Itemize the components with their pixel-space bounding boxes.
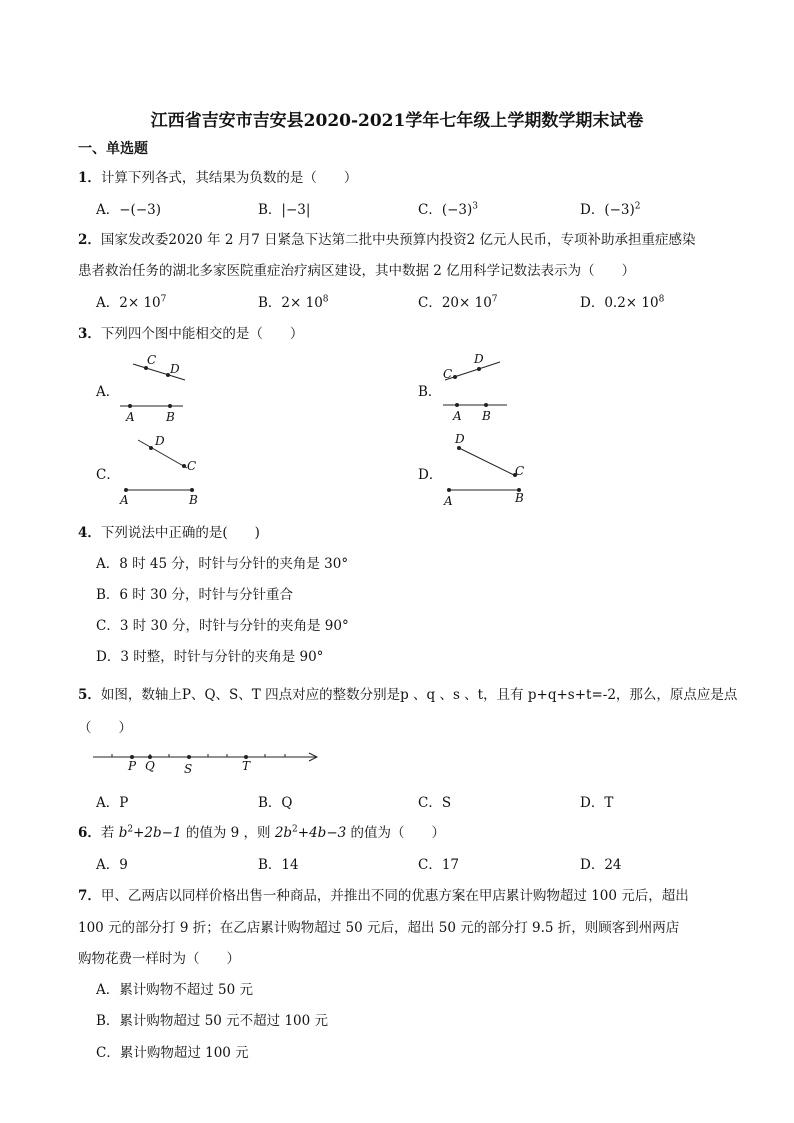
question-7-line-3: 购物花费一样时为（ ） (78, 951, 240, 967)
svg-text:C: C (187, 459, 197, 473)
q3-figure-a (115, 350, 195, 430)
svg-text:A: A (126, 410, 135, 424)
question-1-text: 计算下列各式，其结果为负数的是（ ） (100, 170, 358, 186)
question-3-text: 下列四个图中能相交的是（ ） (100, 326, 304, 342)
q4-option-a: A．8 时 45 分，时针与分针的夹角是 30° (96, 556, 349, 572)
question-5-line-2: （ ） (78, 720, 132, 736)
svg-text:D: D (474, 352, 484, 366)
q7-option-c: C．累计购物超过 100 元 (96, 1045, 249, 1061)
question-4-stem (78, 521, 260, 541)
question-7-number: 7． (78, 888, 101, 904)
q3-figure-c (115, 430, 205, 510)
svg-text:B: B (515, 491, 524, 505)
question-2-line-2: 患者救治任务的湖北多家医院重症治疗病区建设，其中数据 2 亿用科学记数法表示为（ ） (78, 263, 636, 279)
q6-option-d: D．24 (580, 857, 622, 873)
q1-option-c: C．$(-3)^3$ (418, 201, 478, 218)
q5-option-a: A．P (96, 795, 129, 811)
svg-text:C: C (443, 367, 453, 381)
q2-option-c: C．$20\times 10^7$ (418, 294, 498, 311)
q2-option-b: B．$2\times 10^8$ (258, 294, 329, 311)
q3-option-d-label: D． (418, 467, 443, 483)
question-2-stem (78, 228, 696, 248)
svg-text:T: T (242, 759, 251, 773)
q1-option-b: B．|−3| (258, 202, 311, 218)
question-2-line-1: 国家发改委2020 年 2 月7 日紧急下达第二批中央预算内投资2 亿元人民币，专项补助承担重症感染 (100, 232, 696, 248)
svg-text:D: D (170, 362, 180, 376)
q5-option-b: B．Q (258, 795, 293, 811)
svg-text:C: C (147, 353, 157, 367)
q4-option-b: B．6 时 30 分，时针与分针重合 (96, 587, 294, 603)
q3-figure-d (435, 430, 535, 510)
question-7-stem (78, 884, 689, 904)
question-4-number: 4． (78, 525, 101, 541)
svg-text:S: S (184, 762, 193, 776)
question-5-stem (78, 683, 737, 703)
q5-option-c: C．S (418, 795, 452, 811)
q2-option-a: A．$2\times 10^7$ (96, 294, 167, 311)
svg-text:B: B (189, 493, 198, 507)
svg-text:B: B (166, 410, 175, 424)
number-line-figure (90, 745, 330, 777)
q7-option-b: B．累计购物超过 50 元不超过 100 元 (96, 1013, 329, 1029)
q6-option-c: C．17 (418, 857, 460, 873)
question-4-text: 下列说法中正确的是( ) (100, 525, 260, 541)
svg-text:D: D (155, 434, 165, 448)
svg-text:A: A (444, 494, 453, 508)
page-title: 江西省吉安市吉安县2020-2021学年七年级上学期数学期末试卷 (150, 111, 644, 131)
q3-figure-b (435, 350, 515, 430)
question-3-number: 3． (78, 326, 101, 342)
q3-option-b-label: B． (418, 384, 442, 400)
svg-text:B: B (482, 409, 491, 423)
q6-option-b: B．14 (258, 857, 299, 873)
q2-option-d: D．$0.2\times 10^8$ (580, 294, 665, 311)
question-7-line-2: 100 元的部分打 9 折；在乙店累计购物超过 50 元后，超出 50 元的部分打 9.5 折，则顾客到州两店 (78, 920, 680, 936)
q7-option-a: A．累计购物不超过 50 元 (96, 982, 254, 998)
section-heading: 一、单选题 (78, 141, 148, 157)
question-6-stem: 6．若 $b^2+2b-1$ 的值为 9 ，则 $2b^2+4b-3$ 的值为（ ） (78, 824, 446, 841)
q4-option-d: D．3 时整，时针与分针的夹角是 90° (96, 649, 324, 665)
svg-text:P: P (128, 759, 137, 773)
question-1-stem (78, 166, 357, 186)
q5-option-d: D．T (580, 795, 614, 811)
question-7-line-1: 甲、乙两店以同样价格出售一种商品，并推出不同的优惠方案在甲店累计购物超过 100 元后，超出 (100, 888, 689, 904)
question-3-stem (78, 322, 303, 342)
q3-option-a-label: A． (96, 384, 120, 400)
q1-option-d: D．$(-3)^2$ (580, 201, 641, 218)
svg-text:C: C (515, 464, 525, 478)
svg-text:A: A (453, 409, 462, 423)
question-1-number: 1． (78, 170, 101, 186)
question-6-number: 6． (78, 825, 101, 841)
q3-option-c-label: C． (96, 467, 120, 483)
svg-text:D: D (455, 432, 465, 446)
question-5-line-1: 如图，数轴上P、Q、S、T 四点对应的整数分别是p 、q 、s 、t，且有 p+q+s+t=-2，那么，原点应是点 (100, 687, 738, 703)
question-2-number: 2． (78, 232, 101, 248)
q1-option-a: A．−(−3) (96, 202, 161, 218)
question-5-number: 5． (78, 687, 101, 703)
svg-text:A: A (120, 493, 129, 507)
q6-option-a: A．9 (96, 857, 128, 873)
q4-option-c: C．3 时 30 分，时针与分针的夹角是 90° (96, 618, 349, 634)
svg-text:Q: Q (145, 759, 155, 773)
